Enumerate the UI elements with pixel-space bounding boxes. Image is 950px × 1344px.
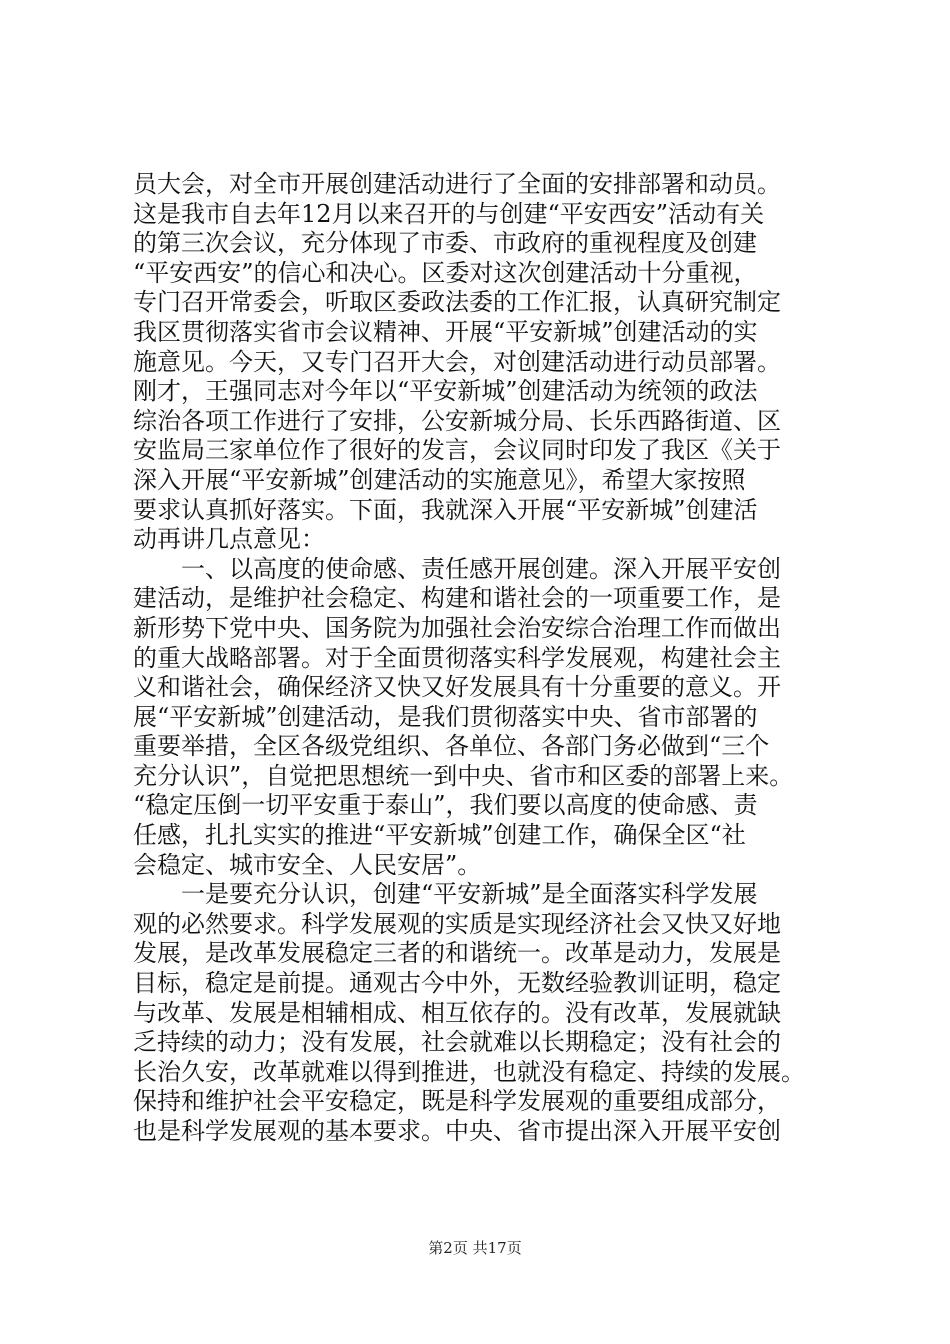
text-line: “平安西安”的信心和决心。区委对这次创建活动十分重视， [133, 258, 758, 287]
text-line: 充分认识”，自觉把思想统一到中央、省市和区委的部署上来。 [133, 761, 794, 790]
text-line: 展“平安新城”创建活动，是我们贯彻落实中央、省市部署的 [133, 702, 758, 731]
text-line: 我区贯彻落实省市会议精神、开展“平安新城”创建活动的实 [133, 317, 758, 346]
text-line: 员大会，对全市开展创建活动进行了全面的安排部署和动员。 [133, 170, 781, 198]
text-line: 义和谐社会，确保经济又快又好发展具有十分重要的意义。开 [133, 673, 781, 702]
text-line: 发展，是改革发展稳定三者的和谐统一。改革是动力，发展是 [133, 939, 781, 968]
text-line: 专门召开常委会，听取区委政法委的工作汇报，认真研究制定 [133, 288, 781, 317]
text-line: 这是我市自去年12月以来召开的与创建“平安西安”活动有关 [133, 199, 765, 228]
text-line: 长治久安，改革就难以得到推进，也就没有稳定、持续的发展。 [133, 1057, 805, 1086]
text-line: 安监局三家单位作了很好的发言，会议同时印发了我区《关于 [133, 436, 781, 465]
text-line: 保持和维护社会平安稳定，既是科学发展观的重要组成部分， [133, 1087, 781, 1116]
page-footer [0, 1238, 950, 1258]
text-line: 的重大战略部署。对于全面贯彻落实科学发展观，构建社会主 [133, 643, 781, 672]
page-number-label: 第2页 共17页 [428, 1239, 522, 1257]
text-line: 乏持续的动力；没有发展，社会就难以长期稳定；没有社会的 [133, 1028, 781, 1057]
text-line: 一、以高度的使命感、责任感开展创建。深入开展平安创 [133, 554, 781, 583]
text-line: 与改革、发展是相辅相成、相互依存的。没有改革，发展就缺 [133, 998, 781, 1027]
text-line: 刚才，王强同志对今年以“平安新城”创建活动为统领的政法 [133, 377, 758, 406]
text-line: 任感，扎扎实实的推进“平安新城”创建工作，确保全区“社 [133, 821, 746, 850]
text-line: 动再讲几点意见： [133, 525, 325, 554]
text-line: 新形势下党中央、国务院为加强社会治安综合治理工作而做出 [133, 613, 781, 642]
text-line: 建活动，是维护社会稳定、构建和谐社会的一项重要工作，是 [133, 584, 781, 613]
text-line: 观的必然要求。科学发展观的实质是实现经济社会又快又好地 [133, 909, 781, 938]
text-line: 的第三次会议，充分体现了市委、市政府的重视程度及创建 [133, 229, 757, 258]
text-line: 会稳定、城市安全、人民安居”。 [133, 850, 482, 879]
text-line: 目标，稳定是前提。通观古今中外，无数经验教训证明，稳定 [133, 969, 781, 998]
body-text [133, 170, 833, 1147]
text-line: 综治各项工作进行了安排，公安新城分局、长乐西路街道、区 [133, 406, 781, 435]
text-line: 施意见。今天，又专门召开大会，对创建活动进行动员部署。 [133, 347, 781, 376]
text-line: 要求认真抓好落实。下面，我就深入开展“平安新城”创建活 [133, 495, 758, 524]
text-line: “稳定压倒一切平安重于泰山”，我们要以高度的使命感、责 [133, 791, 758, 820]
text-line: 重要举措，全区各级党组织、各单位、各部门务必做到“三个 [133, 732, 770, 761]
text-line: 一是要充分认识，创建“平安新城”是全面落实科学发展 [133, 880, 758, 909]
text-line: 深入开展“平安新城”创建活动的实施意见》，希望大家按照 [133, 465, 746, 494]
text-line: 也是科学发展观的基本要求。中央、省市提出深入开展平安创 [133, 1117, 781, 1145]
